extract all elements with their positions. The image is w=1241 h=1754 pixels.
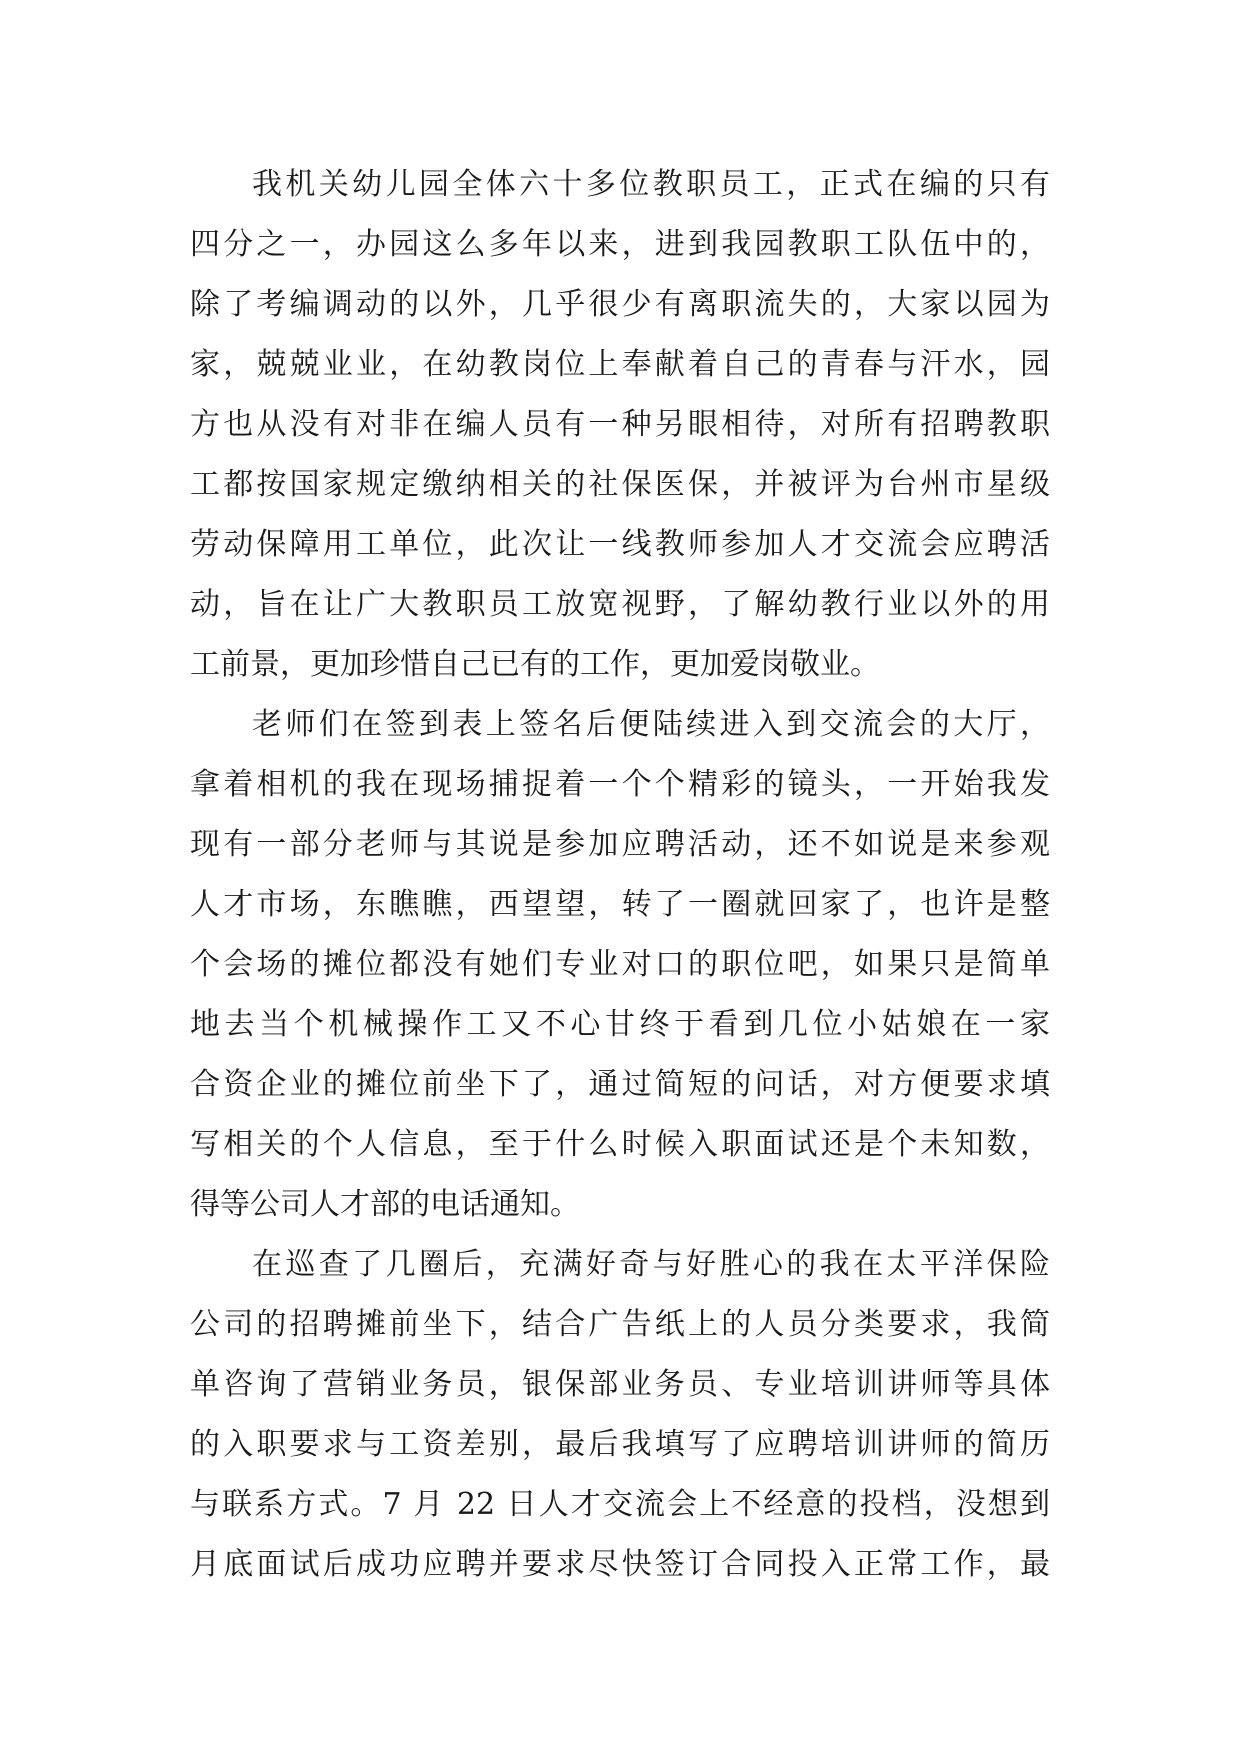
paragraph-2-line-2: 拿着相机的我在现场捕捉着一个个精彩的镜头，一开始我发	[190, 767, 1050, 802]
paragraph-1-line-1: 我机关幼儿园全体六十多位教职员工，正式在编的只有	[252, 167, 1050, 202]
paragraph-3-line-5: 与联系方式。7 月 22 日人才交流会上不经意的投档，没想到	[190, 1487, 1050, 1522]
paragraph-2-line-4: 人才市场，东瞧瞧，西望望，转了一圈就回家了，也许是整	[190, 887, 1050, 922]
paragraph-3-line-2: 公司的招聘摊前坐下，结合广告纸上的人员分类要求，我简	[190, 1307, 1050, 1342]
paragraph-2-line-8: 写相关的个人信息，至于什么时候入职面试还是个未知数，	[190, 1127, 1050, 1162]
paragraph-3-line-1: 在巡查了几圈后，充满好奇与好胜心的我在太平洋保险	[252, 1247, 1050, 1282]
paragraph-1-line-2: 四分之一，办园这么多年以来，进到我园教职工队伍中的，	[190, 227, 1050, 262]
paragraph-2-line-6: 地去当个机械操作工又不心甘终于看到几位小姑娘在一家	[190, 1007, 1050, 1042]
paragraph-2-line-9: 得等公司人才部的电话通知。	[190, 1187, 580, 1222]
paragraph-2-line-3: 现有一部分老师与其说是参加应聘活动，还不如说是来参观	[190, 827, 1050, 862]
paragraph-1-line-3: 除了考编调动的以外，几乎很少有离职流失的，大家以园为	[190, 287, 1050, 322]
paragraph-2-line-5: 个会场的摊位都没有她们专业对口的职位吧，如果只是简单	[190, 947, 1050, 982]
paragraph-1-line-4: 家，兢兢业业，在幼教岗位上奉献着自己的青春与汗水，园	[190, 347, 1050, 382]
paragraph-1-line-8: 动，旨在让广大教职员工放宽视野，了解幼教行业以外的用	[190, 587, 1050, 622]
paragraph-1-line-7: 劳动保障用工单位，此次让一线教师参加人才交流会应聘活	[190, 527, 1050, 562]
paragraph-1-line-6: 工都按国家规定缴纳相关的社保医保，并被评为台州市星级	[190, 467, 1050, 502]
paragraph-3-line-3: 单咨询了营销业务员，银保部业务员、专业培训讲师等具体	[190, 1367, 1050, 1402]
paragraph-2-line-1: 老师们在签到表上签名后便陆续进入到交流会的大厅，	[252, 707, 1050, 742]
paragraph-3-line-6: 月底面试后成功应聘并要求尽快签订合同投入正常工作，最	[190, 1547, 1050, 1582]
paragraph-1-line-5: 方也从没有对非在编人员有一种另眼相待，对所有招聘教职	[190, 407, 1050, 442]
paragraph-3-line-4: 的入职要求与工资差别，最后我填写了应聘培训讲师的简历	[190, 1427, 1050, 1462]
paragraph-1-line-9: 工前景，更加珍惜自己已有的工作，更加爱岗敬业。	[190, 647, 880, 682]
paragraph-2-line-7: 合资企业的摊位前坐下了，通过简短的问话，对方便要求填	[190, 1067, 1050, 1102]
